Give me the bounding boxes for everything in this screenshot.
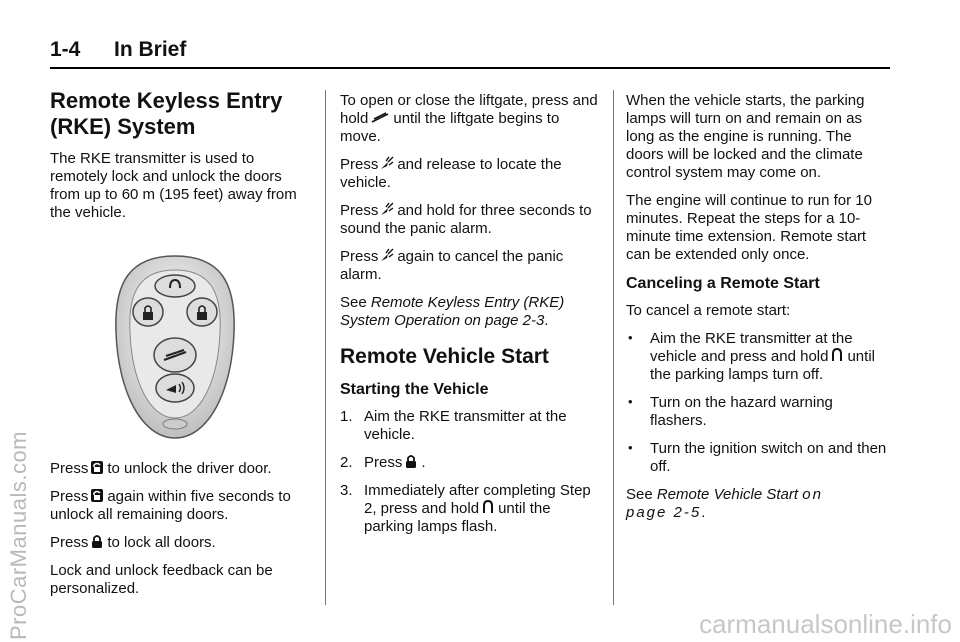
watermark: ProCarManuals.com [6, 430, 31, 640]
feedback-note: Lock and unlock feedback can be personalized. [50, 562, 273, 597]
unlock-instruction: Press to unlock the driver door. [50, 460, 272, 477]
list-item: • Aim the RKE transmitter at the vehicle and press and hold until the parking lamps turn off. [628, 330, 875, 383]
list-item: 1. Aim the RKE transmitter at the vehicle. [340, 408, 567, 443]
column-divider [325, 90, 326, 605]
section-heading: Remote Vehicle Start [340, 345, 549, 368]
extension-text: The engine will continue to run for 10 minutes. Repeat the steps for a 10-minute time extension. Remote start can be extended only once. [626, 192, 872, 263]
liftgate-instruction: To open or close the liftgate, press and hold until the liftgate begins to move. [340, 92, 598, 145]
cross-reference-link: Remote Vehicle Start on page 2-5 [626, 486, 823, 521]
subsection-heading: Canceling a Remote Start [626, 275, 820, 292]
see-reference: See Remote Keyless Entry (RKE) System Operation on page 2-3. [340, 294, 565, 329]
remote-start-icon [481, 500, 495, 515]
panic-alarm-instruction: Press and hold for three seconds to sound the panic alarm. [340, 202, 592, 237]
list-item: 2. Press . [340, 454, 426, 471]
start-steps [340, 408, 600, 536]
column-3 [626, 92, 891, 532]
liftgate-icon [370, 110, 390, 125]
see-reference: See Remote Vehicle Start on page 2-5. [626, 486, 823, 521]
lock-icon [90, 534, 104, 549]
key-fob-image [110, 252, 240, 442]
footer-watermark: carmanualsonline.info [699, 609, 952, 639]
cancel-steps [626, 330, 891, 476]
panic-icon [380, 156, 394, 171]
page-header [50, 35, 890, 69]
rke-intro: The RKE transmitter is used to remotely lock and unlock the doors from up to 60 m (195 feet) away from the vehicle. [50, 150, 297, 221]
column-divider [613, 90, 614, 605]
column-1 [50, 88, 305, 608]
page-number: 1-4 [50, 38, 81, 61]
lock-icon [404, 454, 418, 469]
list-item: 3. Immediately after completing Step 2, press and hold until the parking lamps flash. [340, 482, 591, 535]
unlock-icon [90, 460, 104, 475]
cross-reference-link: Remote Keyless Entry (RKE) System Operation on page 2-3 [340, 294, 565, 329]
section-heading: Remote Keyless Entry (RKE) System [50, 88, 283, 139]
panic-icon [380, 202, 394, 217]
locate-instruction: Press and release to locate the vehicle. [340, 156, 562, 191]
cancel-intro: To cancel a remote start: [626, 302, 791, 319]
cancel-panic-instruction: Press again to cancel the panic alarm. [340, 248, 564, 283]
column-2 [340, 92, 600, 546]
unlock-icon [90, 488, 104, 503]
engine-run-text: When the vehicle starts, the parking lamps will turn on and remain on as long as the engine is running. The doors will be locked and the climate control system may come on. [626, 92, 865, 181]
remote-start-icon [830, 348, 844, 363]
unlock-all-instruction: Press again within five seconds to unlock all remaining doors. [50, 488, 291, 523]
list-item: • Turn the ignition switch on and then off. [628, 440, 887, 475]
section-title: In Brief [114, 38, 187, 61]
lock-instruction: Press to lock all doors. [50, 534, 216, 551]
list-item: • Turn on the hazard warning flashers. [628, 394, 833, 429]
panic-icon [380, 248, 394, 263]
subsection-heading: Starting the Vehicle [340, 381, 489, 398]
